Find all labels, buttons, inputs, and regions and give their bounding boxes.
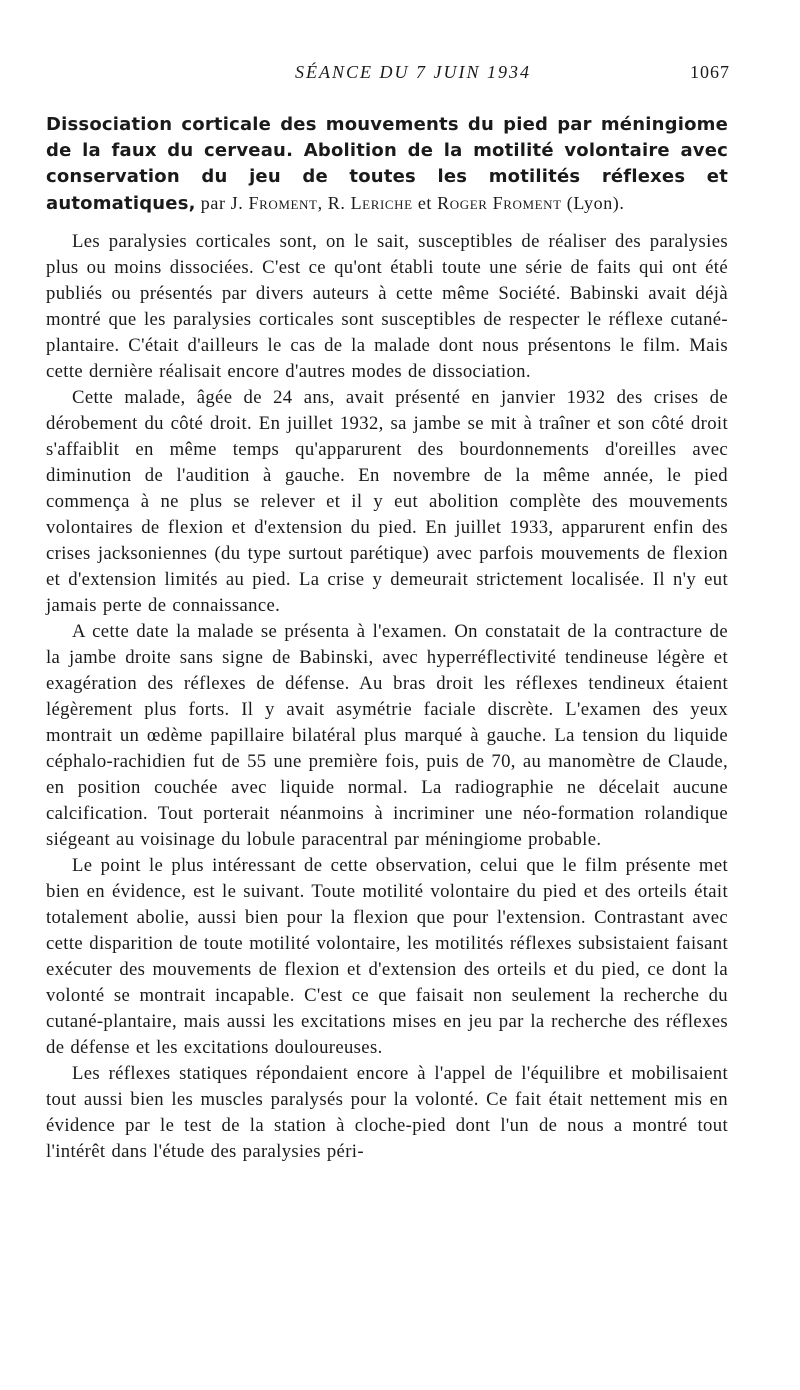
running-title: SÉANCE DU 7 JUIN 1934: [295, 62, 531, 82]
article-title: Dissociation corticale des mouvements du pied par méningiome de la faux du cerveau. Abolition de la motilité volontaire avec conservation du jeu de toutes les motilités réflexes et automatiques,: [46, 114, 728, 214]
author-name: Roger Froment: [437, 193, 562, 213]
author-name: J. Froment: [230, 193, 318, 213]
byline: [196, 193, 625, 213]
article: [46, 112, 728, 1165]
paragraph: A cette date la malade se présenta à l'examen. On constatait de la contracture de la jambe droite sans signe de Babinski, avec hyperréflectivité tendineuse légère et exagération des réflexes de défense. Au bras droit les réflexes tendineux étaient légèrement plus forts. Il y avait asymétrie faciale discrète. L'examen des yeux montrait un œdème papillaire bilatéral plus marqué à gauche. La tension du liquide céphalo-rachidien fut de 55 une première fois, puis de 70, au manomètre de Claude, en position couchée avec liquide normal. La radiographie ne décelait aucune calcification. Tout porterait néanmoins à incriminer une néo-formation rolandique siégeant au voisinage du lobule paracentral par méningiome probable.: [46, 621, 728, 850]
paragraph: Cette malade, âgée de 24 ans, avait présenté en janvier 1932 des crises de dérobement du côté droit. En juillet 1932, sa jambe se mit à traîner et son côté droit s'affaiblit en même temps qu'apparurent des bourdonnements d'oreilles avec diminution de l'audition à gauche. En novembre de la même année, le pied commença à ne plus se relever et il y eut abolition complète des mouvements volontaires de flexion et d'extension du pied. En juillet 1933, apparurent enfin des crises jacksoniennes (du type surtout parétique) avec parfois mouvements de flexion et d'extension limités au pied. La crise y demeurait strictement localisée. Il n'y eut jamais perte de connaissance.: [46, 387, 728, 616]
byline-separator: ,: [317, 193, 328, 213]
paragraph: Le point le plus intéressant de cette observation, celui que le film présente met bien en évidence, est le suivant. Toute motilité volontaire du pied et des orteils était totalement abolie, aussi bien pour la flexion que pour l'extension. Contrastant avec cette disparition de toute motilité volontaire, les motilités réflexes subsistaient faisant exécuter des mouvements de flexion et d'extension des orteils et du pied, ce dont la volonté se montrait incapable. C'est ce que faisait non seulement la recherche du cutané-plantaire, mais aussi les excitations mises en jeu par la recherche des réflexes de défense et les excitations douloureuses.: [46, 855, 728, 1058]
author-name: R. Leriche: [327, 193, 413, 213]
running-head: [96, 62, 730, 88]
byline-location: (Lyon).: [561, 193, 625, 213]
byline-prefix: par: [195, 193, 231, 213]
article-heading: [46, 112, 728, 217]
byline-separator: et: [412, 193, 438, 213]
paragraph: Les paralysies corticales sont, on le sait, susceptibles de réaliser des paralysies plus ou moins dissociées. C'est ce qu'ont établi toute une série de faits qui ont été publiés ou présentés par divers auteurs à cette même Société. Babinski avait déjà montré que les paralysies corticales sont susceptibles de respecter le réflexe cutané-plantaire. C'était d'ailleurs le cas de la malade dont nous présentons le film. Mais cette dernière réalisait encore d'autres modes de dissociation.: [46, 231, 728, 382]
page-number: 1067: [690, 62, 730, 82]
paragraph: Les réflexes statiques répondaient encore à l'appel de l'équilibre et mobilisaient tout aussi bien les muscles paralysés pour la volonté. Ce fait était nettement mis en évidence par le test de la station à cloche-pied dont l'un de nous a montré tout l'intérêt dans l'étude des paralysies péri-: [46, 1063, 728, 1162]
